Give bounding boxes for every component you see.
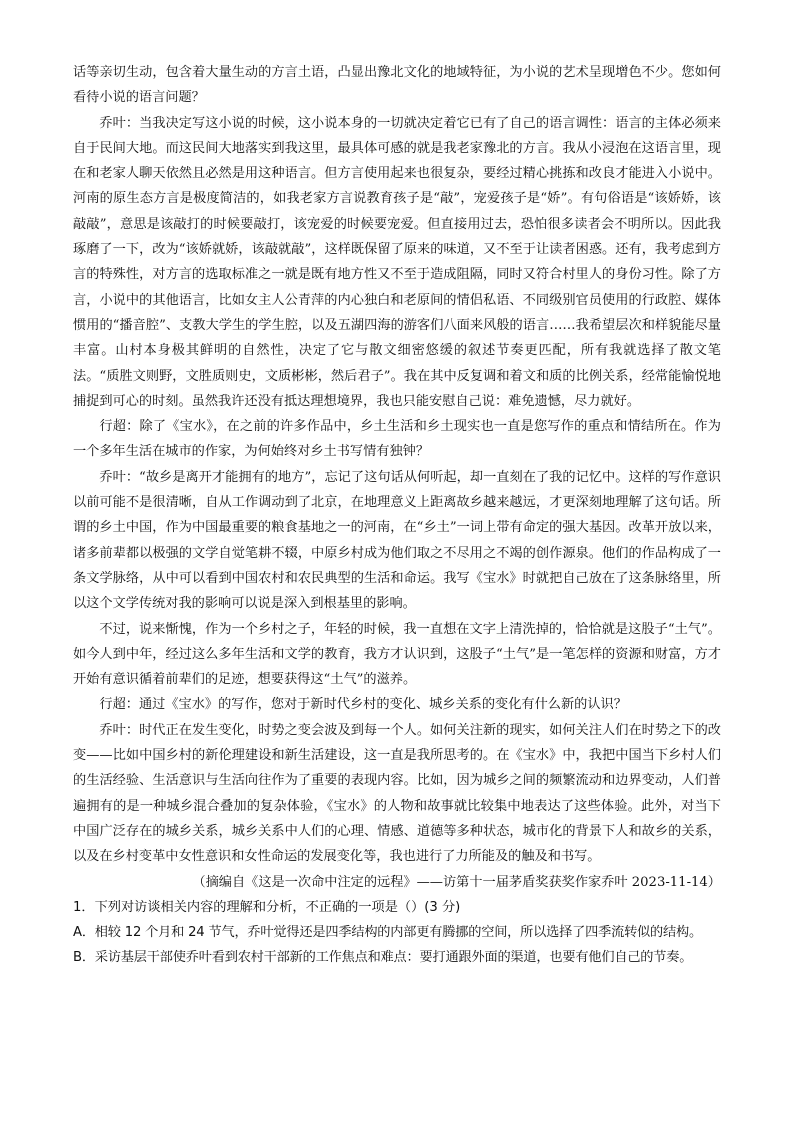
paragraph-question-rural: 行超：除了《宝水》，在之前的许多作品中，乡土生活和乡土现实也一直是您写作的重点和情结所在。作为一个多年生活在城市的作家，为何始终对乡土书写情有独钟？ — [73, 419, 721, 460]
source-citation: （摘编自《这是一次命中注定的远程》——访第十一届茅盾奖获奖作家乔叶 2023-11-14） — [192, 874, 721, 890]
paragraph-answer-hometown: 乔叶：“故乡是离开才能拥有的地方”，忘记了这句话从何听起，却一直刻在了我的记忆中。这样的写作意识以前可能不是很清晰，自从工作调动到了北京，在地理意义上距离故乡越来越远，才更深刻地理解了这句话。所谓的乡土中国，作为中国最重要的粮食基地之一的河南，在“乡土”一词上带有命定的强大基因。改革开放以来，诸多前辈都以极强的文学自觉笔耕不辍，中原乡村成为他们取之不尽用之不竭的创作源泉。他们的作品构成了一条文学脉络，从中可以看到中国农村和农民典型的生活和命运。我写《宝水》时就把自己放在了这条脉络里，所以这个文学传统对我的影响可以说是深入到根基里的影响。 — [73, 469, 721, 612]
option-b: B．采访基层干部使乔叶看到农村干部新的工作焦点和难点：要打通跟外面的渠道，也要有他们自己的节奏。 — [73, 950, 693, 966]
paragraph-intro-continued: 话等亲切生动，包含着大量生动的方言土语，凸显出豫北文化的地域特征，为小说的艺术呈现增色不少。您如何看待小说的语言问题？ — [73, 65, 721, 106]
answer-options — [73, 920, 721, 971]
paragraph-answer-language: 乔叶：当我决定写这小说的时候，这小说本身的一切就决定着它已有了自己的语言调性：语言的主体必须来自于民间大地。而这民间大地落实到我这里，最具体可感的就是我老家豫北的方言。我从小浸泡在这语言里，现在和老家人聊天依然且必然是用这种语言。但方言使用起来也很复杂，要经过精心挑拣和改良才能进入小说中。河南的原生态方言是极度简洁的，如我老家方言说教育孩子是“敲”，宠爱孩子是“娇”。有句俗语是“该娇娇，该敲敲”，意思是该敲打的时候要敲打，该宠爱的时候要宠爱。但直接用过去，恐怕很多读者会不明所以。因此我琢磨了一下，改为“该娇就娇，该敲就敲”，这样既保留了原来的味道，又不至于让读者困惑。还有，我考虑到方言的特殊性，对方言的选取标准之一就是既有地方性又不至于造成阻隔，同时又符合村里人的身份习性。除了方言，小说中的其他语言，比如女主人公青萍的内心独白和老原间的情侣私语、不同级别官员使用的行政腔、媒体惯用的“播音腔”、支教大学生的学生腔，以及五湖四海的游客们八面来风般的语言……我希望层次和样貌能尽量丰富。山村本身极其鲜明的自然性，决定了它与散文细密悠缓的叙述节奏更匹配，所有我就选择了散文笔法。“质胜文则野，文胜质则史，文质彬彬，然后君子”。我在其中反复调和着文和质的比例关系，经常能愉悦地捕捉到可心的时刻。虽然我许还没有抵达理想境界，我也只能安慰自己说：难免遗憾，尽力就好。 — [73, 115, 721, 409]
option-a: A．相较 12 个月和 24 节气，乔叶觉得还是四季结构的内部更有腾挪的空间，所以选择了四季流转似的结构。 — [73, 925, 702, 941]
document-page — [73, 60, 721, 971]
paragraph-question-new-era: 行超：通过《宝水》的写作，您对于新时代乡村的变化、城乡关系的变化有什么新的认识？ — [99, 697, 627, 713]
paragraph-earthiness: 不过，说来惭愧，作为一个乡村之子，年轻的时候，我一直想在文字上清洗掉的，恰恰就是这股子“土气”。如今人到中年，经过这么多年生活和文学的教育，我方才认识到，这股子“土气”是一笔怎样的资源和财富，方才开始有意识循着前辈们的足迹，想要获得这“土气”的滋养。 — [73, 621, 721, 688]
question-stem: 1．下列对访谈相关内容的理解和分析，不正确的一项是（）(3 分) — [73, 899, 461, 915]
paragraph-answer-times: 乔叶：时代正在发生变化，时势之变会波及到每一个人。如何关注新的现实，如何关注人们在时势之下的改变——比如中国乡村的新伦理建设和新生活建设，这一直是我所思考的。在《宝水》中，我把中国当下乡村人们的生活经验、生活意识与生活向往作为了重要的表现内容。比如，因为城乡之间的频繁流动和边界变动，人们普遍拥有的是一种城乡混合叠加的复杂体验，《宝水》的人物和故事就比较集中地表达了这些体验。此外，对当下中国广泛存在的城乡关系，城乡关系中人们的心理、情感、道德等多种状态，城市化的背景下人和故乡的关系，以及在乡村变革中女性意识和女性命运的发展变化等，我也进行了力所能及的触及和书写。 — [73, 722, 721, 865]
